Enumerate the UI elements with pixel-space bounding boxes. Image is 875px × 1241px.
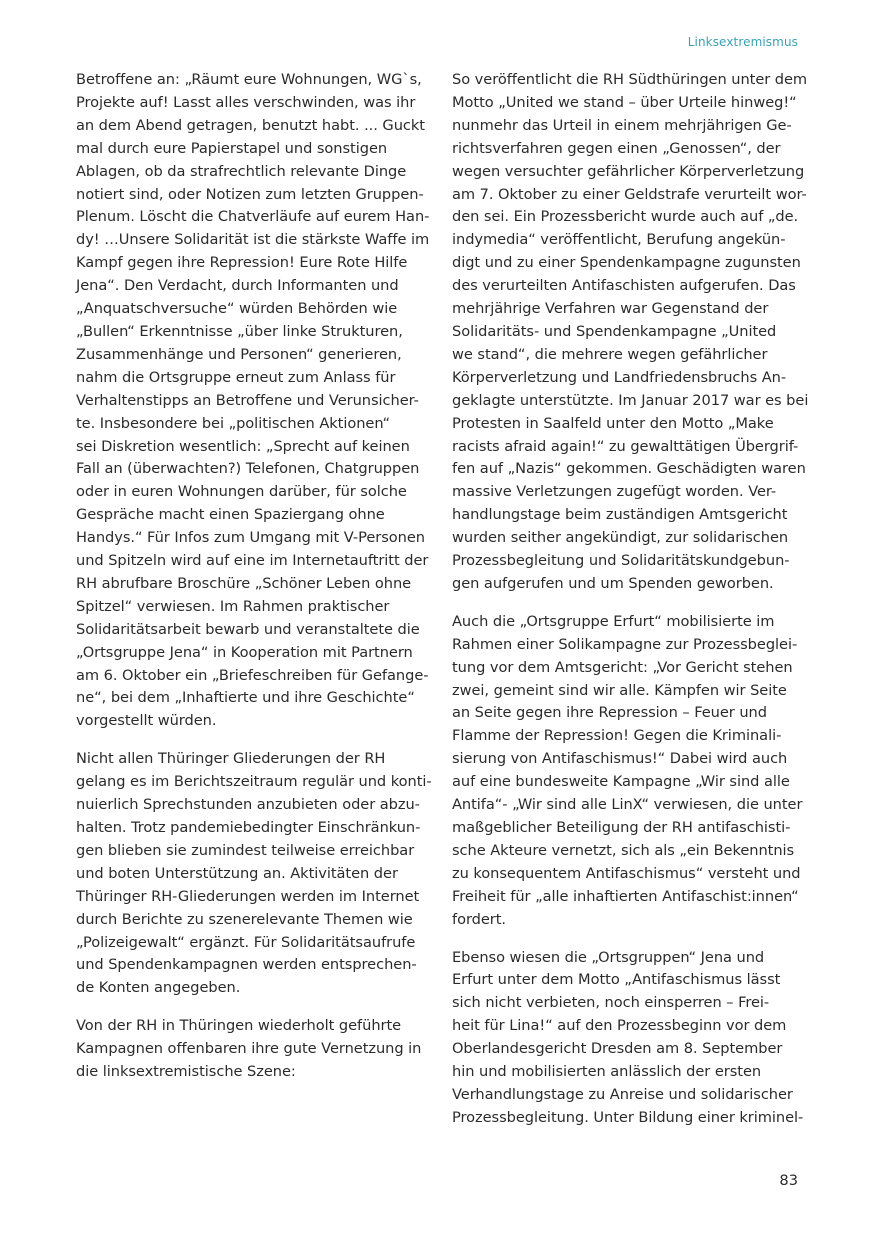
text-line: Freiheit für „alle inhaftierten Antifaschist:innen“ [452, 887, 799, 905]
text-line: we stand“, die mehrere wegen gefährlicher [452, 345, 768, 363]
text-line: gen aufgerufen und um Spenden geworben. [452, 574, 774, 592]
text-line: die linksextremistische Szene: [76, 1063, 296, 1081]
text-line: notiert sind, oder Notizen zum letzten Gruppen- [76, 185, 424, 203]
text-line: mehrjährige Verfahren war Gegenstand der [452, 300, 769, 318]
text-line: und boten Unterstützung an. Aktivitäten der [76, 864, 398, 882]
text-line: Plenum. Löscht die Chatverläufe auf eurem Han- [76, 208, 430, 226]
text-line: den sei. Ein Prozessbericht wurde auch auf „de. [452, 208, 799, 226]
text-line: gen blieben sie zumindest teilweise erreichbar [76, 841, 415, 859]
text-line: tung vor dem Amtsgericht: „Vor Gericht stehen [452, 658, 793, 676]
text-line: und Spendenkampagnen werden entsprechen- [76, 956, 417, 974]
text-line: Prozessbegleitung und Solidaritätskundgebun- [452, 552, 790, 570]
text-line: Solidaritätsarbeit bewarb und veranstaltete die [76, 620, 420, 638]
text-line: auf eine bundesweite Kampagne „Wir sind alle [452, 773, 790, 791]
text-line: heit für Lina!“ auf den Prozessbeginn vor dem [452, 1017, 787, 1035]
text-line: zu konsequentem Antifaschismus“ versteht und [452, 864, 801, 882]
text-line: Spitzel“ verwiesen. Im Rahmen praktischer [76, 597, 390, 615]
text-line: am 7. Oktober zu einer Geldstrafe verurteilt wor- [452, 185, 807, 203]
text-line: Antifa“- „Wir sind alle LinX“ verwiesen, die unter [452, 796, 803, 814]
text-line: Kampf gegen ihre Repression! Eure Rote Hilfe [76, 254, 408, 272]
text-line: maßgeblicher Beteiligung der RH antifaschisti- [452, 819, 791, 836]
paragraph [76, 69, 430, 733]
text-line: „Bullen“ Erkenntnisse „über linke Strukturen, [76, 322, 403, 340]
text-line: handlungstage beim zuständigen Amtsgericht [452, 506, 788, 524]
text-line: „Anquatschversuche“ würden Behörden wie [76, 300, 398, 318]
text-line: ne“, bei dem „Inhaftierte und ihre Geschichte“ [76, 689, 415, 707]
text-line: Kampagnen offenbaren ihre gute Vernetzung in [76, 1040, 422, 1058]
text-line: Betroffene an: „Räumt eure Wohnungen, WG`s, [76, 71, 422, 88]
text-line: Thüringer RH-Gliederungen werden im Internet [76, 887, 420, 905]
text-line: sei Diskretion wesentlich: „Sprecht auf keinen [76, 437, 410, 455]
text-line: de Konten angegeben. [76, 979, 241, 997]
text-line: halten. Trotz pandemiebedingter Einschränkun- [76, 819, 421, 836]
left-column [76, 69, 432, 1099]
text-line: racists afraid again!“ zu gewalttätigen Übergrif- [452, 437, 799, 455]
text-line: Oberlandesgericht Dresden am 8. September [452, 1040, 783, 1058]
text-line: Verhandlungstage zu Anreise und solidarischer [452, 1085, 793, 1103]
text-line: Erfurt unter dem Motto „Antifaschismus lässt [452, 971, 781, 989]
text-line: Handys.“ Für Infos zum Umgang mit V-Personen [76, 529, 425, 547]
paragraph [452, 947, 804, 1130]
text-line: richtsverfahren gegen einen „Genossen“, der [452, 139, 781, 157]
running-head-section-title: Linksextremismus [687, 35, 798, 49]
text-line: Ablagen, ob da strafrechtlich relevante Dinge [76, 162, 407, 180]
paragraph [452, 611, 804, 932]
text-line: digt und zu einer Spendenkampagne zugunsten [452, 254, 801, 272]
text-line: an dem Abend getragen, benutzt habt. ... Guckt [76, 116, 425, 134]
text-line: massive Verletzungen zugefügt worden. Ver- [452, 483, 777, 501]
text-line: Zusammenhänge und Personen“ generieren, [76, 345, 402, 363]
text-line: fordert. [452, 910, 507, 928]
text-line: sche Akteure vernetzt, sich als „ein Bekenntnis [452, 841, 795, 859]
text-line: Projekte auf! Lasst alles verschwinden, was ihr [76, 93, 416, 111]
text-line: sierung von Antifaschismus!“ Dabei wird auch [452, 750, 788, 768]
text-line: am 6. Oktober ein „Briefeschreiben für Gefange- [76, 666, 429, 684]
paragraph [76, 748, 432, 1000]
text-line: zwei, gemeint sind wir alle. Kämpfen wir Seite [452, 681, 787, 699]
text-line: fen auf „Nazis“ gekommen. Geschädigten waren [452, 460, 806, 478]
text-line: Nicht allen Thüringer Gliederungen der RH [76, 750, 386, 768]
text-line: Auch die „Ortsgruppe Erfurt“ mobilisierte im [452, 612, 775, 630]
paragraph [76, 1015, 426, 1084]
page-number: 83 [779, 1172, 798, 1189]
text-line: nunmehr das Urteil in einem mehrjährigen Ge- [452, 116, 792, 134]
text-line: des verurteilten Antifaschisten aufgerufen. Das [452, 277, 796, 295]
text-line: hin und mobilisierten anlässlich der ersten [452, 1063, 762, 1081]
text-line: Ebenso wiesen die „Ortsgruppen“ Jena und [452, 948, 765, 966]
text-line: dy! …Unsere Solidarität ist die stärkste Waffe im [76, 231, 430, 249]
text-line: „Polizeigewalt“ ergänzt. Für Solidaritätsaufrufe [76, 933, 416, 951]
text-line: „Ortsgruppe Jena“ in Kooperation mit Partnern [76, 643, 413, 661]
text-line: indymedia“ veröffentlicht, Berufung angekün- [452, 231, 786, 249]
text-line: wurden seither angekündigt, zur solidarischen [452, 529, 789, 547]
text-line: Solidaritäts- und Spendenkampagne „United [452, 322, 777, 340]
text-line: geklagte unterstützte. Im Januar 2017 war es bei [452, 391, 809, 409]
text-line: Fall an (überwachten?) Telefonen, Chatgruppen [76, 460, 420, 478]
text-line: Verhaltenstipps an Betroffene und Verunsicher- [76, 391, 419, 409]
text-line: oder in euren Wohnungen darüber, für solche [76, 483, 407, 501]
right-column [452, 69, 809, 1145]
text-line: Motto „United we stand – über Urteile hinweg!“ [452, 93, 797, 111]
text-line: Prozessbegleitung. Unter Bildung einer kriminel- [452, 1108, 804, 1126]
text-line: durch Berichte zu szenerelevante Themen wie [76, 910, 413, 928]
text-line: Von der RH in Thüringen wiederholt geführte [76, 1017, 402, 1035]
text-line: an Seite gegen ihre Repression – Feuer und [452, 704, 767, 722]
text-line: Protesten in Saalfeld unter den Motto „Make [452, 414, 774, 432]
text-line: Jena“. Den Verdacht, durch Informanten und [76, 277, 399, 295]
paragraph [452, 69, 809, 596]
text-line: Flamme der Repression! Gegen die Kriminali- [452, 727, 782, 745]
text-line: mal durch eure Papierstapel und sonstigen [76, 139, 388, 157]
text-line: Rahmen einer Solikampagne zur Prozessbeglei- [452, 635, 798, 653]
text-line: nahm die Ortsgruppe erneut zum Anlass für [76, 368, 396, 386]
text-line: sich nicht verbieten, noch einsperren – Frei- [452, 994, 770, 1012]
text-line: vorgestellt würden. [76, 712, 217, 730]
text-line: wegen versuchter gefährlicher Körperverletzung [452, 162, 805, 180]
text-line: gelang es im Berichtszeitraum regulär und konti- [76, 773, 432, 791]
text-line: und Spitzeln wird auf eine im Internetauftritt der [76, 552, 429, 570]
text-line: RH abrufbare Broschüre „Schöner Leben ohne [76, 574, 412, 592]
text-line: nuierlich Sprechstunden anzubieten oder abzu- [76, 796, 420, 814]
text-line: So veröffentlicht die RH Südthüringen unter dem [452, 71, 808, 88]
text-line: te. Insbesondere bei „politischen Aktionen“ [76, 414, 390, 432]
text-line: Körperverletzung und Landfriedensbruchs An- [452, 368, 787, 386]
text-line: Gespräche macht einen Spaziergang ohne [76, 506, 385, 524]
